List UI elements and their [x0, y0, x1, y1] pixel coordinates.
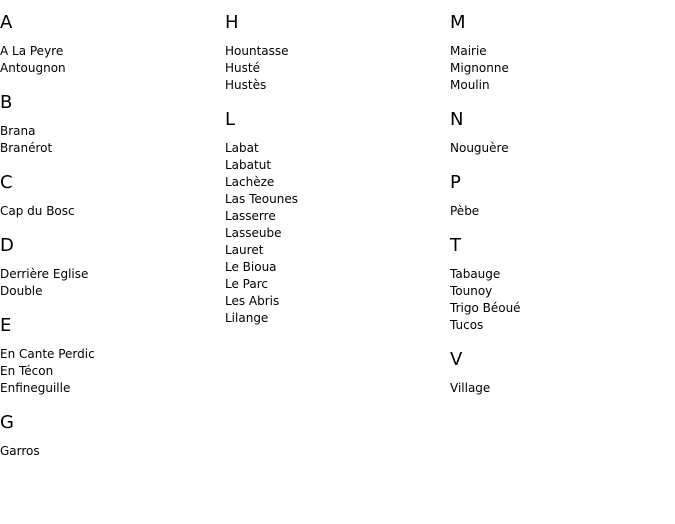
place-link[interactable]: Le Bioua: [225, 260, 277, 274]
letter-heading: D: [0, 235, 14, 256]
place-link[interactable]: Hountasse: [225, 44, 289, 58]
list-item: [225, 225, 450, 242]
place-link[interactable]: Husté: [225, 61, 260, 75]
place-link[interactable]: Lilange: [225, 311, 269, 325]
list-item: [450, 283, 675, 300]
list-item: [0, 443, 225, 460]
place-link[interactable]: Pèbe: [450, 204, 480, 218]
place-link[interactable]: Mignonne: [450, 61, 509, 75]
place-list: [450, 380, 675, 397]
place-link[interactable]: Les Abris: [225, 294, 280, 308]
place-link[interactable]: Antougnon: [0, 61, 66, 75]
letter-group-h: [225, 12, 450, 94]
place-link[interactable]: Garros: [0, 444, 40, 458]
place-list: [0, 203, 225, 220]
list-item: [0, 380, 225, 397]
list-item: [225, 208, 450, 225]
letter-group-v: [450, 349, 675, 397]
letter-group-p: [450, 172, 675, 220]
place-link[interactable]: Enfineguille: [0, 381, 71, 395]
letter-heading: T: [450, 235, 461, 256]
list-item: [450, 77, 675, 94]
place-link[interactable]: En Cante Perdic: [0, 347, 95, 361]
place-link[interactable]: Mairie: [450, 44, 487, 58]
place-list: [450, 43, 675, 94]
letter-group-e: [0, 315, 225, 397]
list-item: [225, 191, 450, 208]
list-item: [450, 317, 675, 334]
list-item: [225, 60, 450, 77]
letter-heading: A: [0, 12, 13, 33]
list-item: [0, 60, 225, 77]
place-link[interactable]: En Técon: [0, 364, 54, 378]
list-item: [0, 203, 225, 220]
list-item: [225, 259, 450, 276]
place-list: [0, 123, 225, 157]
place-link[interactable]: Tounoy: [450, 284, 493, 298]
letter-heading: B: [0, 92, 13, 113]
list-item: [225, 242, 450, 259]
list-item: [0, 43, 225, 60]
place-link[interactable]: Las Teounes: [225, 192, 298, 206]
place-link[interactable]: Branérot: [0, 141, 53, 155]
list-item: [0, 283, 225, 300]
place-list: [0, 443, 225, 460]
letter-group-c: [0, 172, 225, 220]
list-item: [225, 276, 450, 293]
letter-group-b: [0, 92, 225, 157]
letter-group-g: [0, 412, 225, 460]
place-link[interactable]: Lauret: [225, 243, 264, 257]
letter-heading: G: [0, 412, 14, 433]
place-list: [0, 346, 225, 397]
place-link[interactable]: Derrière Eglise: [0, 267, 89, 281]
letter-heading: C: [0, 172, 13, 193]
place-list: [450, 203, 675, 220]
list-item: [225, 310, 450, 327]
place-link[interactable]: Lachèze: [225, 175, 275, 189]
place-list: [0, 43, 225, 77]
place-link[interactable]: Brana: [0, 124, 36, 138]
list-item: [450, 140, 675, 157]
place-list: [450, 266, 675, 334]
place-link[interactable]: Labat: [225, 141, 259, 155]
place-link[interactable]: Moulin: [450, 78, 490, 92]
list-item: [450, 60, 675, 77]
letter-heading: E: [0, 315, 12, 336]
place-list: [225, 43, 450, 94]
place-link[interactable]: Nouguère: [450, 141, 509, 155]
list-item: [0, 346, 225, 363]
list-item: [450, 203, 675, 220]
place-link[interactable]: Village: [450, 381, 491, 395]
place-link[interactable]: Trigo Béoué: [450, 301, 521, 315]
list-item: [225, 77, 450, 94]
index-column-2: [225, 12, 450, 342]
list-item: [225, 43, 450, 60]
place-list: [0, 266, 225, 300]
letter-group-d: [0, 235, 225, 300]
list-item: [450, 380, 675, 397]
place-list: [225, 140, 450, 327]
list-item: [450, 43, 675, 60]
list-item: [0, 123, 225, 140]
letter-heading: V: [450, 349, 463, 370]
index-column-1: [0, 12, 225, 475]
list-item: [0, 363, 225, 380]
list-item: [0, 140, 225, 157]
place-link[interactable]: A La Peyre: [0, 44, 64, 58]
letter-heading: H: [225, 12, 239, 33]
letter-heading: L: [225, 109, 236, 130]
list-item: [225, 157, 450, 174]
place-list: [450, 140, 675, 157]
list-item: [0, 266, 225, 283]
place-link[interactable]: Labatut: [225, 158, 272, 172]
place-link[interactable]: Lasserre: [225, 209, 276, 223]
letter-heading: P: [450, 172, 461, 193]
letter-group-m: [450, 12, 675, 94]
list-item: [450, 300, 675, 317]
letter-group-l: [225, 109, 450, 327]
place-link[interactable]: Le Parc: [225, 277, 268, 291]
list-item: [450, 266, 675, 283]
place-link[interactable]: Lasseube: [225, 226, 282, 240]
letter-heading: M: [450, 12, 466, 33]
list-item: [225, 174, 450, 191]
letter-group-a: [0, 12, 225, 77]
place-link[interactable]: Hustès: [225, 78, 267, 92]
place-link[interactable]: Double: [0, 284, 43, 298]
index-column-3: [450, 12, 675, 412]
place-link[interactable]: Cap du Bosc: [0, 204, 75, 218]
letter-group-t: [450, 235, 675, 334]
letter-group-n: [450, 109, 675, 157]
place-link[interactable]: Tabauge: [450, 267, 501, 281]
letter-heading: N: [450, 109, 464, 130]
place-link[interactable]: Tucos: [450, 318, 484, 332]
list-item: [225, 293, 450, 310]
list-item: [225, 140, 450, 157]
